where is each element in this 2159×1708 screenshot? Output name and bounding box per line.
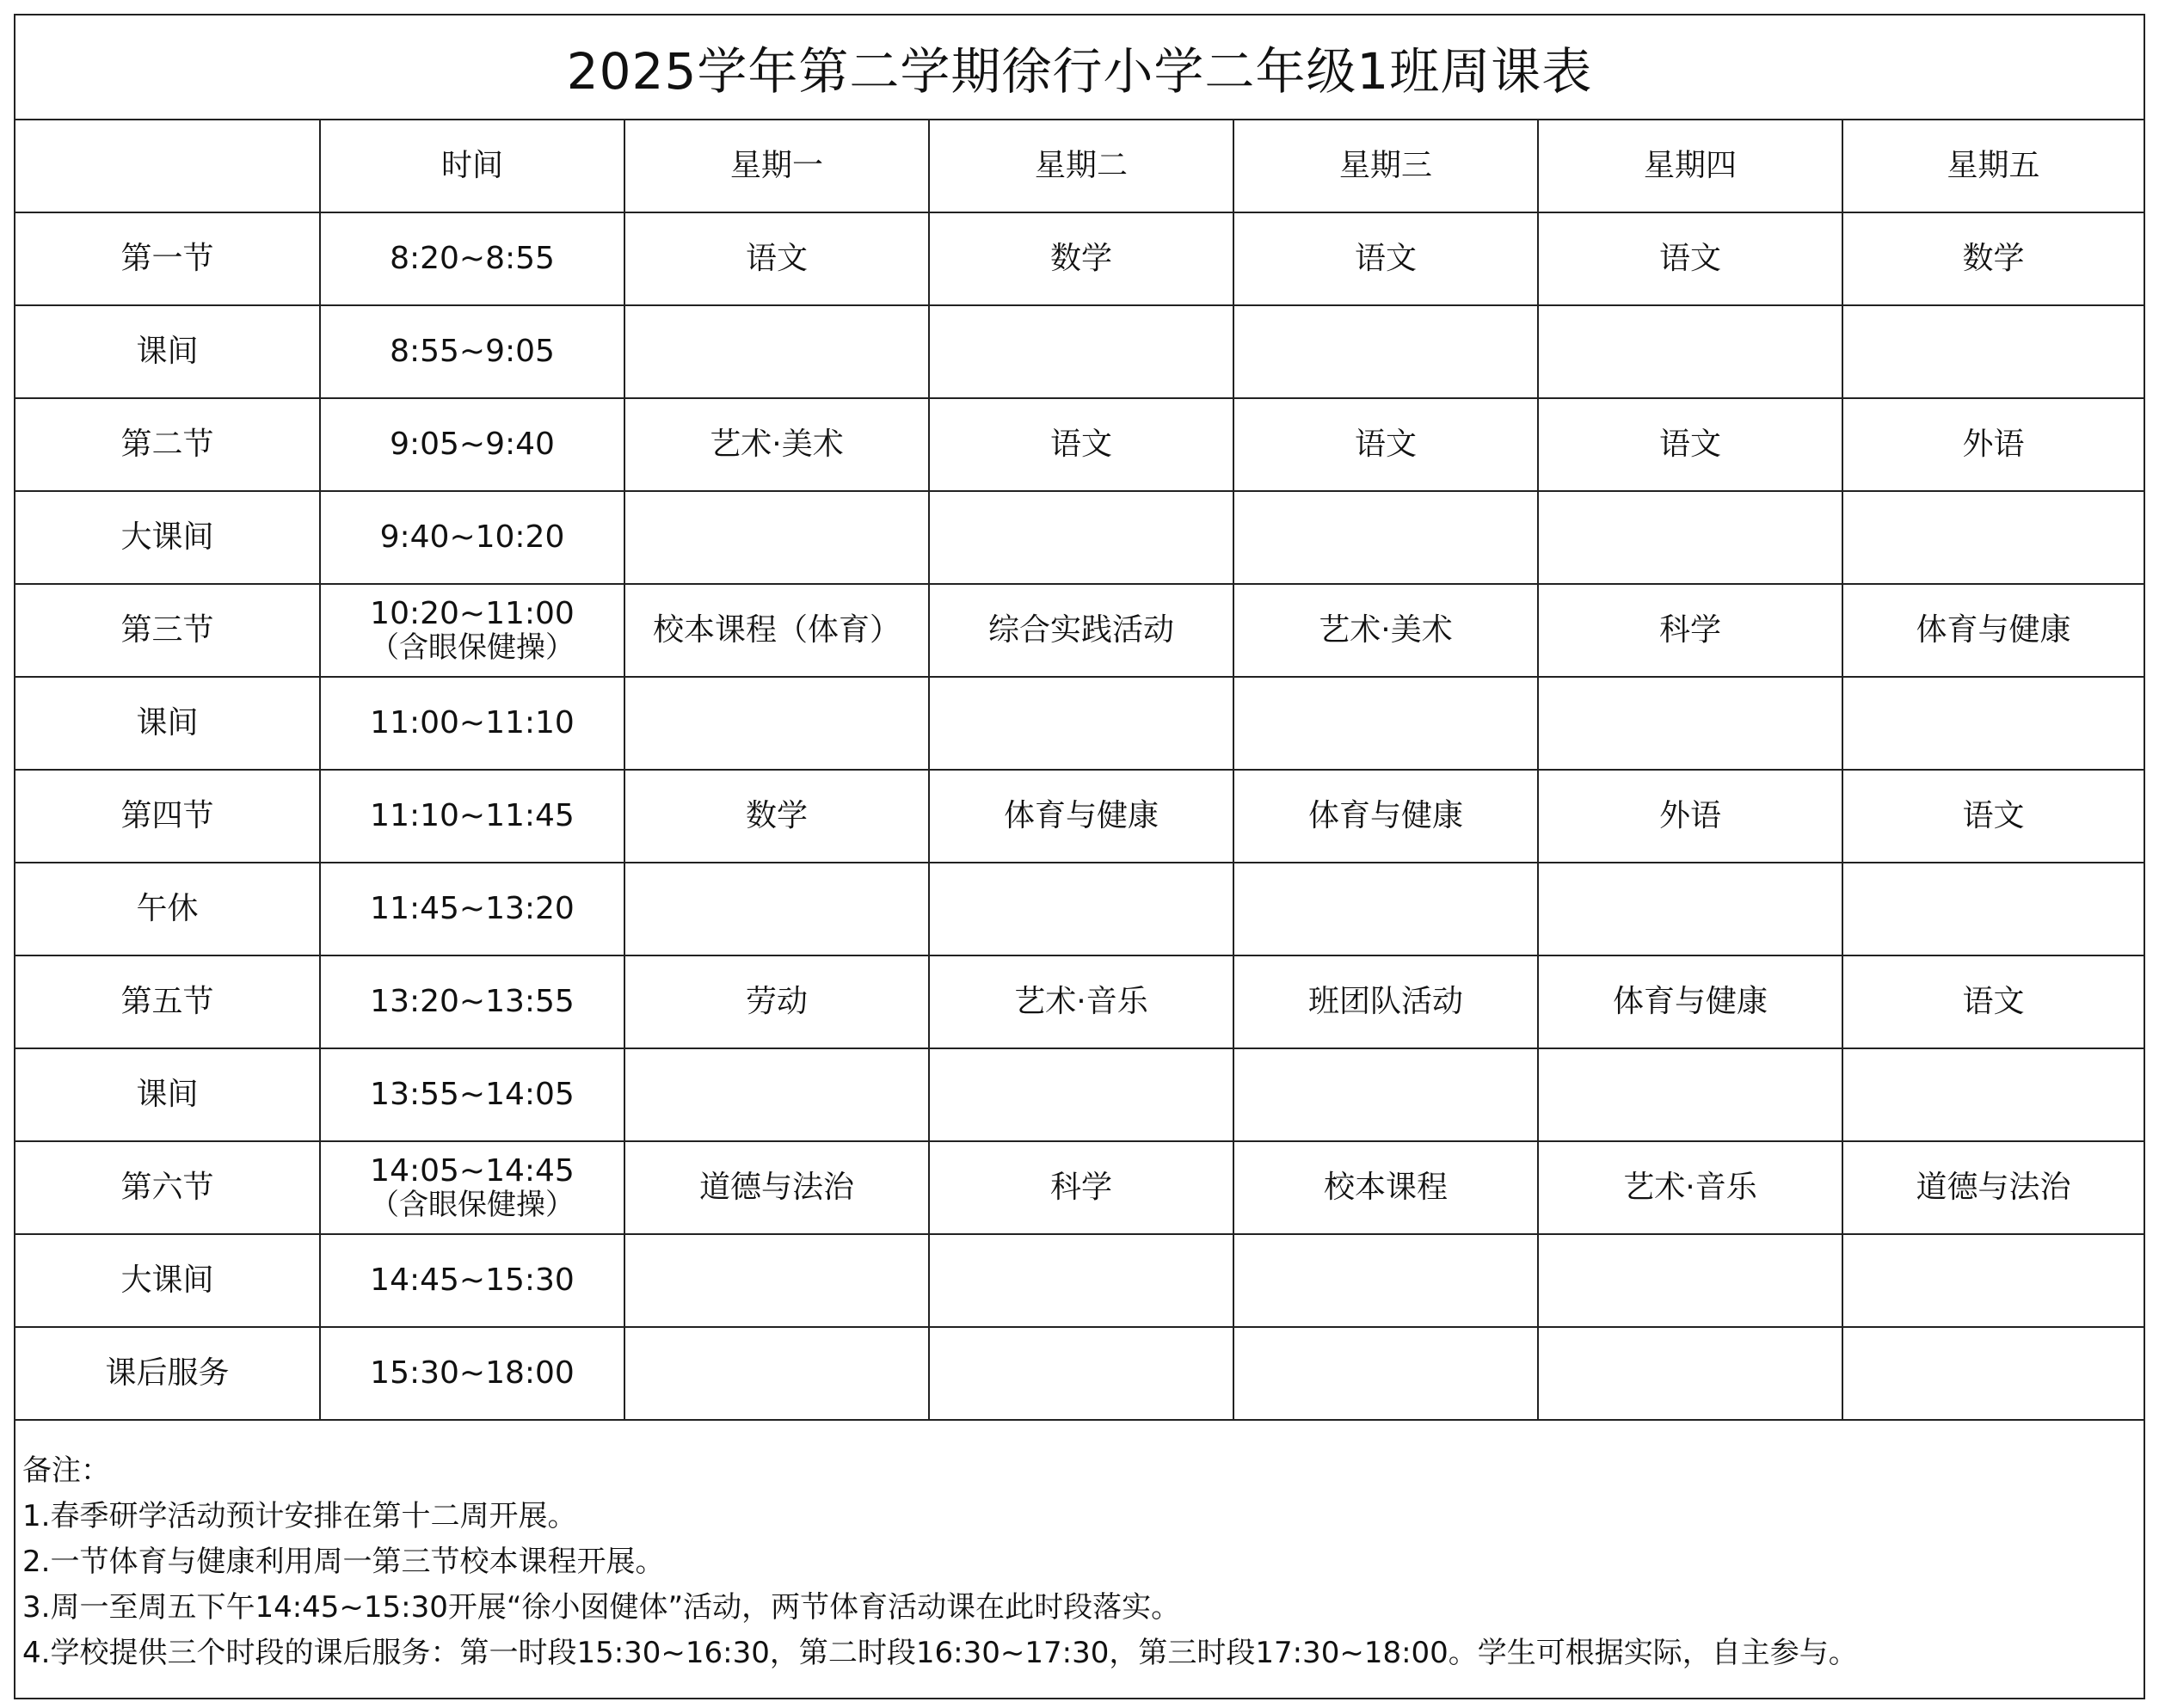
subject-cell: 语文 [1538,398,1842,491]
page-title: 2025学年第二学期徐行小学二年级1班周课表 [15,15,2144,120]
time-cell [320,584,624,677]
timetable-sheet [14,14,2145,1699]
header-day-cell: 星期一 [624,120,929,212]
subject-cell: 语文 [1842,955,2144,1048]
subject-cell [624,677,929,770]
subject-cell [1842,1234,2144,1327]
subject-cell [1233,305,1538,398]
schedule-row [15,1141,2144,1234]
time-range: 9:05~9:40 [390,427,555,463]
subject-cell: 校本课程（体育） [624,584,929,677]
time-cell [320,863,624,955]
period-cell: 课间 [15,677,320,770]
subject-cell: 数学 [1842,212,2144,305]
subject-cell: 科学 [1538,584,1842,677]
schedule-row [15,398,2144,491]
subject-cell [1538,1234,1842,1327]
subject-cell [929,1234,1233,1327]
period-cell: 大课间 [15,491,320,584]
schedule-row [15,491,2144,584]
period-cell: 第二节 [15,398,320,491]
subject-cell: 道德与法治 [1842,1141,2144,1234]
schedule-row [15,1234,2144,1327]
period-cell: 第一节 [15,212,320,305]
schedule-row [15,305,2144,398]
schedule-row [15,584,2144,677]
period-cell: 大课间 [15,1234,320,1327]
subject-cell: 体育与健康 [1842,584,2144,677]
time-cell [320,677,624,770]
subject-cell: 数学 [624,770,929,863]
header-day-cell: 星期四 [1538,120,1842,212]
time-range: 11:10~11:45 [370,798,575,834]
time-cell [320,305,624,398]
time-range: 13:20~13:55 [370,984,575,1020]
time-cell [320,212,624,305]
subject-cell [1538,305,1842,398]
time-range: 8:55~9:05 [390,334,555,370]
time-range: 13:55~14:05 [370,1077,575,1113]
subject-cell: 综合实践活动 [929,584,1233,677]
subject-cell [929,1327,1233,1420]
period-cell: 第五节 [15,955,320,1048]
header-time-cell: 时间 [320,120,624,212]
subject-cell: 科学 [929,1141,1233,1234]
subject-cell [624,1048,929,1141]
subject-cell [1842,863,2144,955]
subject-cell: 劳动 [624,955,929,1048]
note-item: 4.学校提供三个时段的课后服务：第一时段15:30~16:30，第二时段16:30~17:30，第三时段17:30~18:00。学生可根据实际，自主参与。 [22,1636,1858,1670]
subject-cell: 艺术·音乐 [929,955,1233,1048]
schedule-row [15,677,2144,770]
subject-cell [929,677,1233,770]
time-note: （含眼保健操） [370,630,575,666]
schedule-row [15,1327,2144,1420]
subject-cell: 艺术·美术 [1233,584,1538,677]
subject-cell [1538,1048,1842,1141]
subject-cell [1233,1048,1538,1141]
subject-cell: 艺术·音乐 [1538,1141,1842,1234]
subject-cell [1538,1327,1842,1420]
subject-cell: 体育与健康 [929,770,1233,863]
subject-cell [1233,863,1538,955]
subject-cell [624,863,929,955]
period-cell: 午休 [15,863,320,955]
subject-cell [1233,1234,1538,1327]
time-note: （含眼保健操） [370,1188,575,1223]
subject-cell: 艺术·美术 [624,398,929,491]
subject-cell [1842,1327,2144,1420]
time-cell [320,1327,624,1420]
subject-cell [624,1234,929,1327]
subject-cell [624,305,929,398]
subject-cell [1842,491,2144,584]
period-cell: 课后服务 [15,1327,320,1420]
subject-cell: 校本课程 [1233,1141,1538,1234]
subject-cell: 道德与法治 [624,1141,929,1234]
subject-cell [1842,677,2144,770]
period-cell: 课间 [15,305,320,398]
subject-cell: 体育与健康 [1233,770,1538,863]
period-cell: 第三节 [15,584,320,677]
notes-heading: 备注： [22,1453,110,1488]
notes-section [22,1448,2121,1676]
note-item: 1.春季研学活动预计安排在第十二周开展。 [22,1499,577,1533]
schedule-row [15,212,2144,305]
subject-cell: 外语 [1538,770,1842,863]
subject-cell [929,305,1233,398]
subject-cell [929,1048,1233,1141]
header-corner-cell [15,120,320,212]
time-range: 8:20~8:55 [390,241,555,277]
subject-cell: 体育与健康 [1538,955,1842,1048]
subject-cell [1842,1048,2144,1141]
subject-cell [1233,1327,1538,1420]
header-day-cell: 星期三 [1233,120,1538,212]
period-cell: 第四节 [15,770,320,863]
subject-cell [1233,677,1538,770]
subject-cell: 外语 [1842,398,2144,491]
time-cell [320,770,624,863]
note-item: 2.一节体育与健康利用周一第三节校本课程开展。 [22,1545,665,1579]
schedule-table [15,120,2144,1421]
subject-cell: 数学 [929,212,1233,305]
time-cell [320,1048,624,1141]
time-range: 14:05~14:45 [370,1152,575,1189]
subject-cell [929,863,1233,955]
time-cell [320,955,624,1048]
time-range: 15:30~18:00 [370,1355,575,1392]
header-day-cell: 星期五 [1842,120,2144,212]
subject-cell [1538,677,1842,770]
time-cell [320,398,624,491]
subject-cell: 班团队活动 [1233,955,1538,1048]
subject-cell [1233,491,1538,584]
time-range: 11:45~13:20 [370,891,575,927]
subject-cell: 语文 [929,398,1233,491]
time-cell [320,491,624,584]
schedule-row [15,863,2144,955]
note-item: 3.周一至周五下午14:45~15:30开展“徐小囡健体”活动，两节体育活动课在此时段落实。 [22,1590,1181,1625]
schedule-row [15,770,2144,863]
time-range: 14:45~15:30 [370,1263,575,1299]
header-day-cell: 星期二 [929,120,1233,212]
time-range: 9:40~10:20 [379,519,565,556]
time-range: 10:20~11:00 [370,595,575,631]
time-range: 11:00~11:10 [370,705,575,741]
period-cell: 第六节 [15,1141,320,1234]
subject-cell: 语文 [1538,212,1842,305]
header-row [15,120,2144,212]
subject-cell [624,1327,929,1420]
subject-cell: 语文 [1233,212,1538,305]
subject-cell [1842,305,2144,398]
schedule-row [15,1048,2144,1141]
time-cell [320,1141,624,1234]
time-cell [320,1234,624,1327]
subject-cell: 语文 [624,212,929,305]
subject-cell: 语文 [1842,770,2144,863]
subject-cell [1538,863,1842,955]
period-cell: 课间 [15,1048,320,1141]
schedule-row [15,955,2144,1048]
subject-cell [624,491,929,584]
subject-cell [929,491,1233,584]
subject-cell [1538,491,1842,584]
subject-cell: 语文 [1233,398,1538,491]
